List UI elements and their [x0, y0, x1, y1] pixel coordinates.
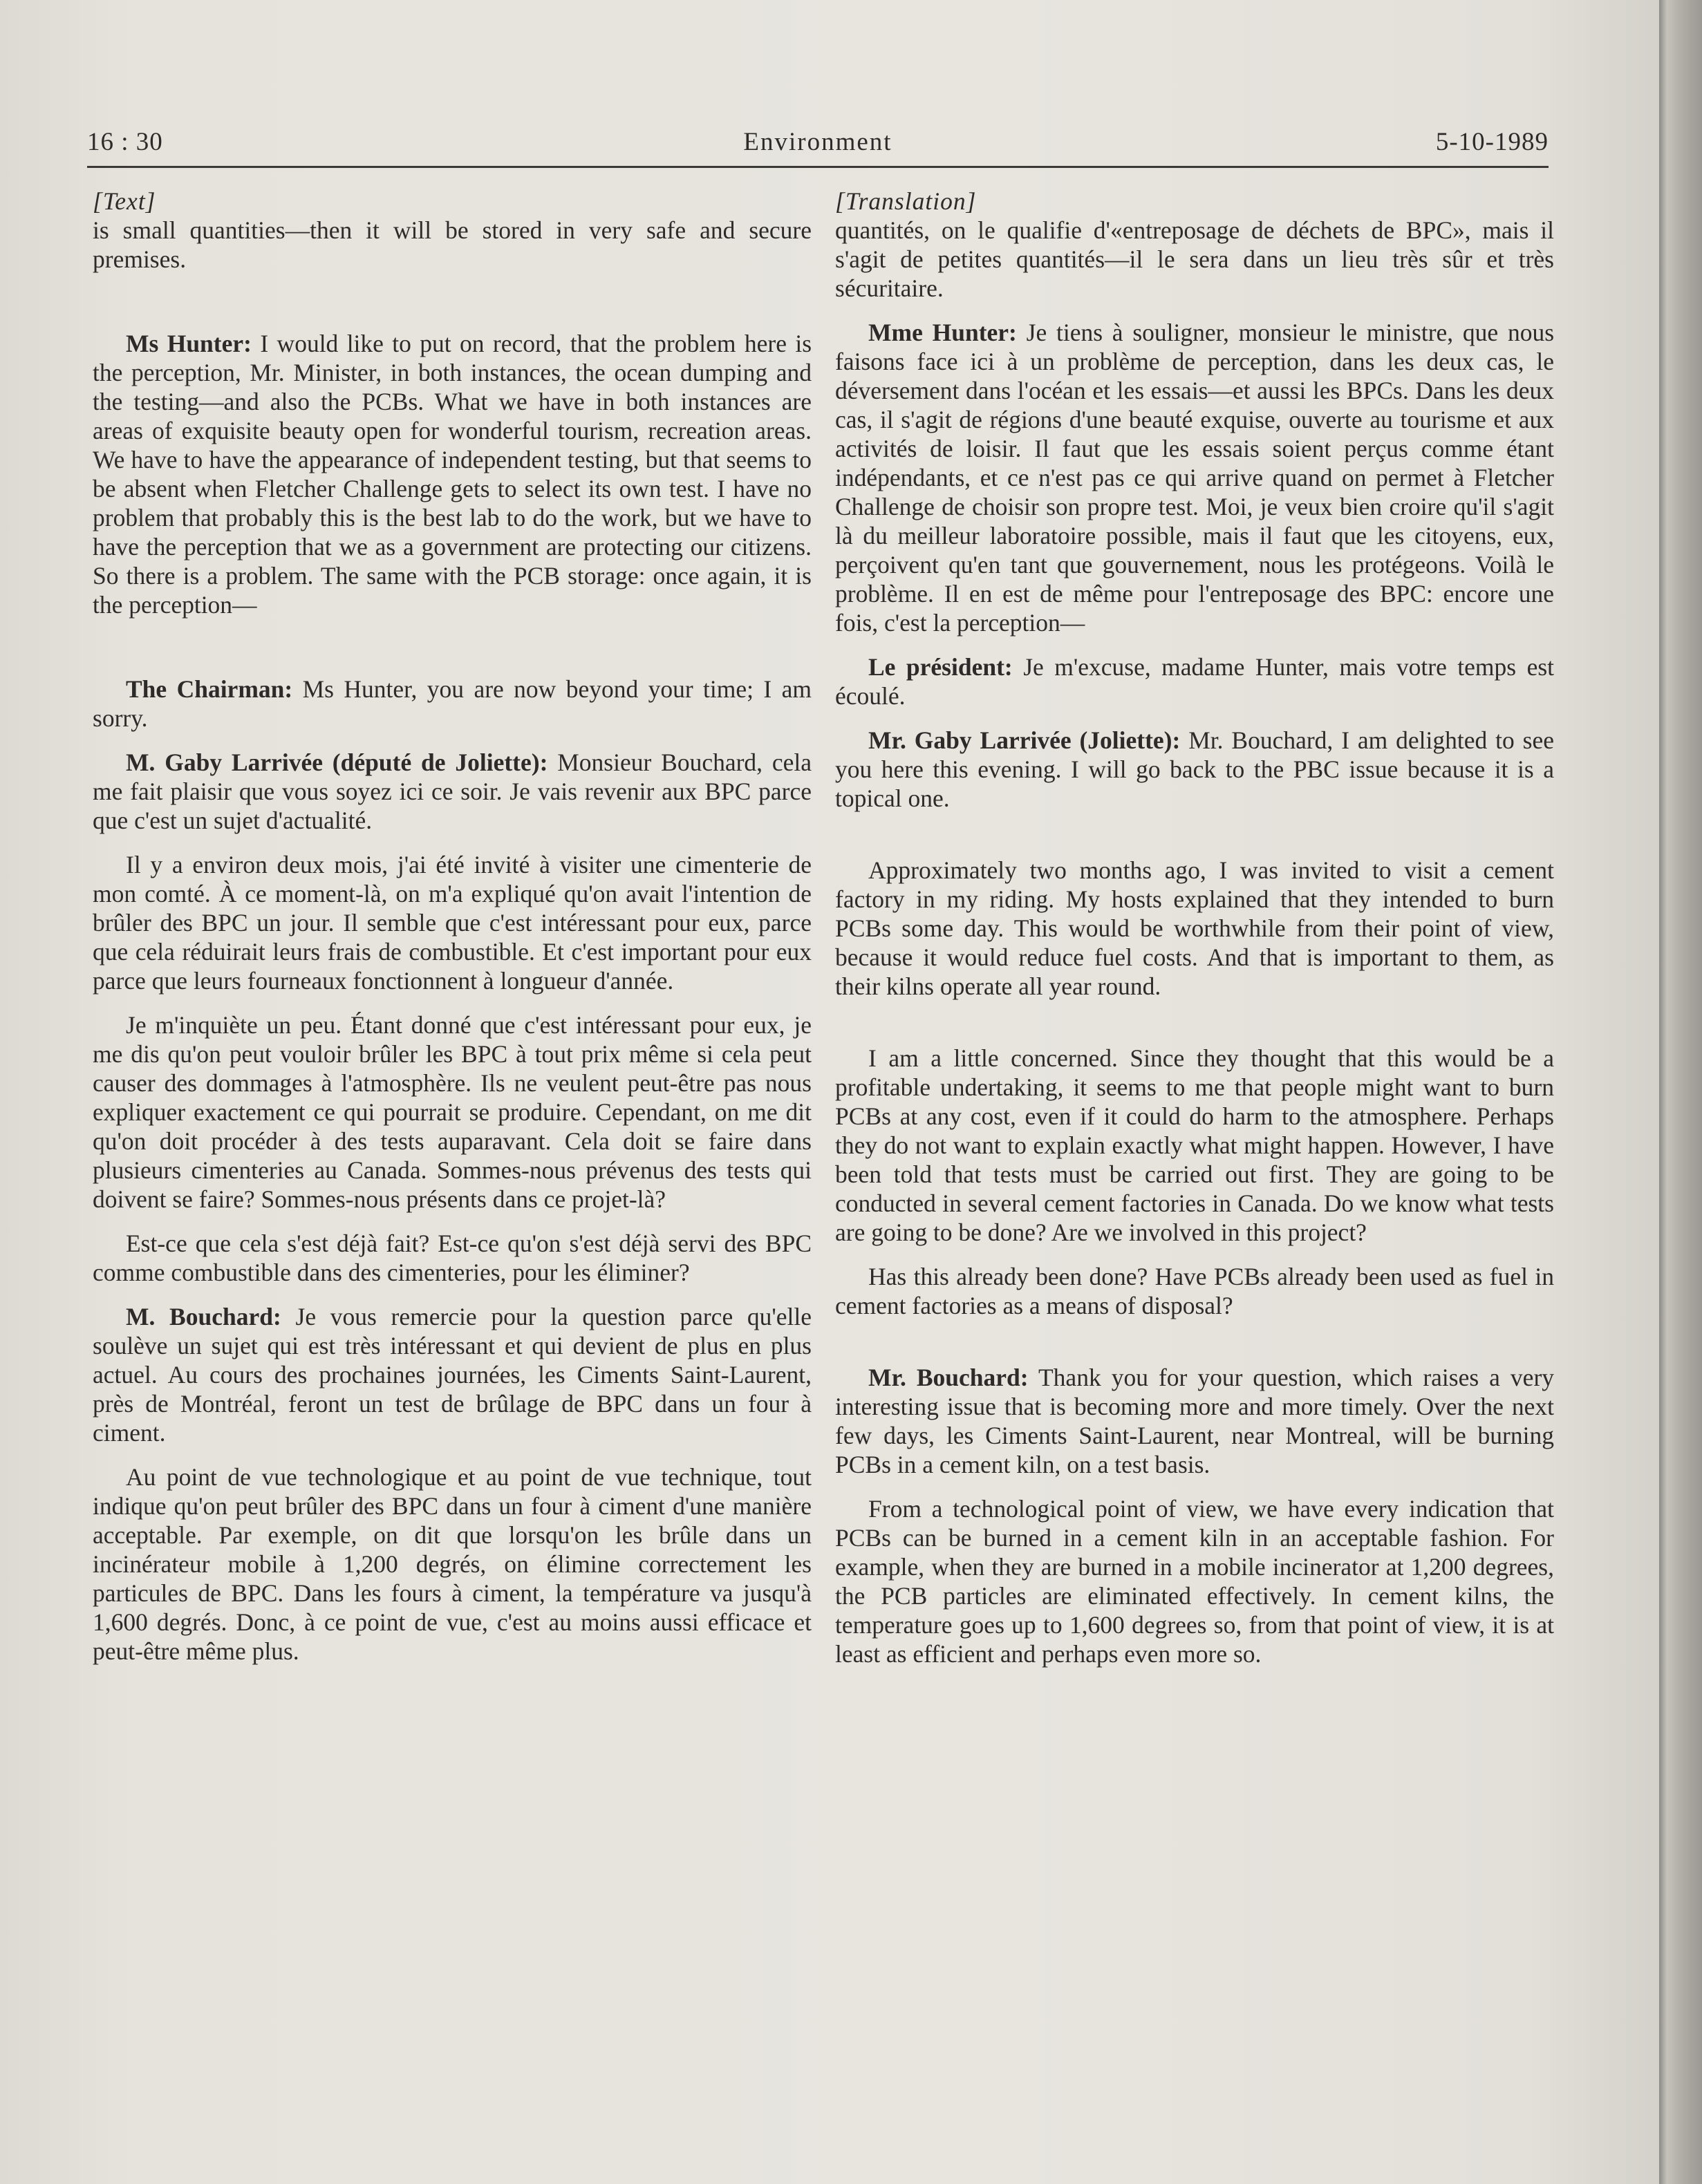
language-marker: [Text]: [93, 187, 156, 215]
speaker-name: Mr. Gaby Larrivée (Joliette):: [868, 726, 1181, 754]
paragraph: Je m'inquiète un peu. Étant donné que c'est intéressant pour eux, je me dis qu'on peut vouloir brûler les BPC à tout prix même si cela peut causer des dommages à l'atmosphère. Ils ne veulent peut-être pas nous expliquer exactement ce qui pourrait se produire. Cependant, on me dit qu'on doit procéder à des tests auparavant. Cela doit se faire dans plusieurs cimenteries au Canada. Sommes-nous prévenus des tests qui doivent se faire? Sommes-nous présents dans ce projet-là?: [93, 1011, 812, 1213]
paragraph: Mme Hunter: Je tiens à souligner, monsieur le ministre, que nous faisons face ici à un problème de perception, dans les deux cas, le déversement dans l'océan et les essais—et aussi les BPCs. Dans les deux cas, il s'agit de régions d'une beauté exquise, ouverte au tourisme et aux activités de loisir. Il faut que les essais soient perçus comme étant indépendants, et ce n'est pas ce qui arrive quand on permet à Fletcher Challenge de choisir son propre test. Moi, je veux bien croire qu'il s'agit là du meilleur laboratoire possible, mais il faut que les citoyens, eux, perçoivent qu'en tant que gouvernement, nous les protégeons. Voilà le problème. Il en est de même pour l'entreposage des BPC: encore une fois, c'est la perception—: [835, 319, 1555, 637]
translation-column: [835, 187, 1554, 1668]
paragraph: Ms Hunter: I would like to put on record, that the problem here is the perception, Mr. Minister, in both instances, the ocean dumping and the testing—and also the PCBs. What we have in both instances are areas of exquisite beauty open for wonderful tourism, recreation areas. We have to have the appearance of independent testing, but that seems to be absent when Fletcher Challenge gets to select its own test. I have no problem that probably this is the best lab to do the work, but we have to have the perception that we as a government are protecting our citizens. So there is a problem. The same with the PCB storage: once again, it is the perception—: [93, 330, 812, 619]
paragraph: Mr. Gaby Larrivée (Joliette): Mr. Bouchard, I am delighted to see you here this evening. I will go back to the PBC issue because it is a topical one.: [835, 726, 1554, 812]
paragraph: Au point de vue technologique et au point de vue technique, tout indique qu'on peut brûler des BPC dans un four à ciment d'une manière acceptable. Par exemple, on dit que lorsqu'on les brûle dans un incinérateur mobile à 1,200 degrés, on élimine correctement les particules de BPC. Dans les fours à ciment, la température va jusqu'à 1,600 degrés. Donc, à ce point de vue, c'est au moins aussi efficace et peut-être même plus.: [93, 1463, 812, 1665]
paragraph: M. Gaby Larrivée (député de Joliette): Monsieur Bouchard, cela me fait plaisir que vous soyez ici ce soir. Je vais revenir aux BPC parce que c'est un sujet d'actualité.: [93, 749, 812, 834]
paragraph: is small quantities—then it will be stored in very safe and secure premises.: [93, 216, 812, 273]
speaker-name: The Chairman:: [126, 675, 293, 703]
paragraph: Est-ce que cela s'est déjà fait? Est-ce qu'on s'est déjà servi des BPC comme combustible dans des cimenteries, pour les éliminer?: [93, 1230, 812, 1286]
paragraph: M. Bouchard: Je vous remercie pour la question parce qu'elle soulève un sujet qui est très intéressant et qui devient de plus en plus actuel. Au cours des prochaines journées, les Ciments Saint-Laurent, près de Montréal, feront un test de brûlage de BPC dans un four à ciment.: [93, 1303, 812, 1447]
page-edge-shadow: [1659, 0, 1702, 2184]
paragraph: The Chairman: Ms Hunter, you are now beyond your time; I am sorry.: [93, 675, 812, 732]
paragraph: Mr. Bouchard: Thank you for your question, which raises a very interesting issue that is becoming more and more timely. Over the next few days, les Ciments Saint-Laurent, near Montreal, will be burning PCBs in a cement kiln, on a test basis.: [835, 1364, 1555, 1478]
committee-title: Environment: [743, 128, 892, 156]
paragraph: Il y a environ deux mois, j'ai été invité à visiter une cimenterie de mon comté. À ce moment-là, on m'a expliqué qu'on avait l'intention de brûler des BPC un jour. Il semble que c'est intéressant pour eux, parce que cela réduirait leurs frais de combustible. Et c'est important pour eux parce que leurs fourneaux fonctionnent à longueur d'année.: [93, 851, 812, 995]
page-header: [87, 127, 1549, 166]
paragraph: From a technological point of view, we have every indication that PCBs can be burned in a cement kiln in an acceptable fashion. For example, when they are burned in a mobile incinerator at 1,200 degrees, the PCB particles are eliminated effectively. In cement kilns, the temperature goes up to 1,600 degrees so, from that point of view, it is at least as efficient and perhaps even more so.: [835, 1495, 1554, 1668]
paragraph: I am a little concerned. Since they thought that this would be a profitable undertaking, it seems to me that people might want to burn PCBs at any cost, even if it could do harm to the atmosphere. Perhaps they do not want to explain exactly what might happen. However, I have been told that tests must be carried out first. They are going to be conducted in several cement factories in Canada. Do we know what tests are going to be done? Are we involved in this project?: [835, 1044, 1554, 1246]
speaker-name: M. Bouchard:: [126, 1303, 281, 1330]
language-marker: [Translation]: [835, 187, 977, 215]
speaker-name: M. Gaby Larrivée (député de Joliette):: [126, 749, 548, 776]
speaker-name: Le président:: [868, 653, 1013, 681]
speaker-name: Mme Hunter:: [868, 319, 1017, 346]
speaker-name: Mr. Bouchard:: [868, 1364, 1029, 1391]
header-rule: [87, 166, 1549, 168]
page-number: 16 : 30: [87, 128, 163, 156]
paragraph: Has this already been done? Have PCBs already been used as fuel in cement factories as a means of disposal?: [835, 1263, 1554, 1319]
paragraph: Approximately two months ago, I was invited to visit a cement factory in my riding. My hosts explained that they intended to burn PCBs some day. This would be worthwhile from their point of view, because it would reduce fuel costs. And that is important to them, as their kilns operate all year round.: [835, 856, 1554, 1000]
english-french-original-column: [93, 187, 812, 1666]
paragraph: quantités, on le qualifie d'«entreposage de déchets de BPC», mais il s'agit de petites quantités—il le sera dans un lieu très sûr et très sécuritaire.: [835, 216, 1554, 302]
speaker-name: Ms Hunter:: [126, 330, 252, 357]
meeting-date: 5-10-1989: [1435, 128, 1549, 156]
paragraph: Le président: Je m'excuse, madame Hunter, mais votre temps est écoulé.: [835, 653, 1555, 710]
